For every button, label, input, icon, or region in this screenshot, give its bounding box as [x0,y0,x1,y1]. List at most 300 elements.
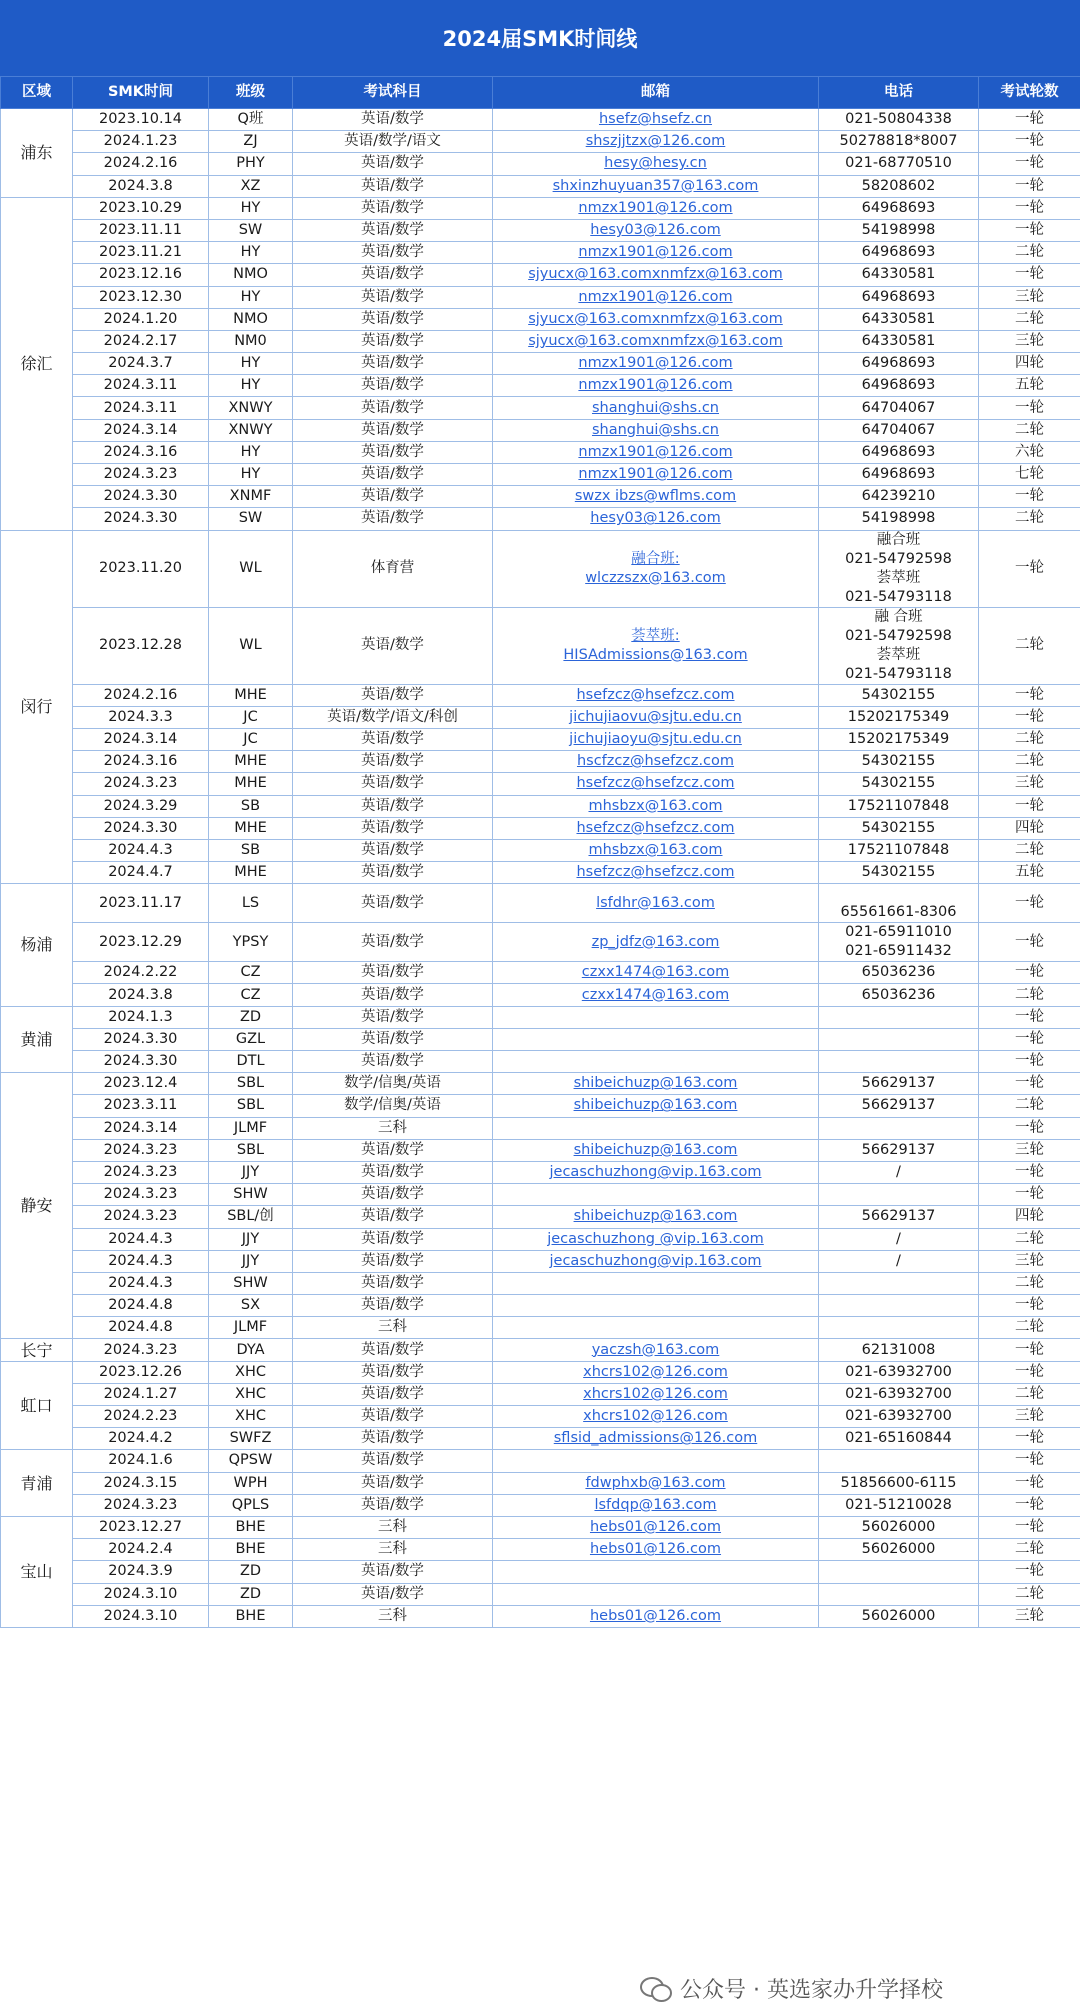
phone-line: / [896,1252,901,1269]
smk-date-cell: 2023.12.27 [73,1516,209,1538]
phone-line: 54302155 [861,686,936,703]
class-cell: BHE [209,1516,293,1538]
table-row [1,706,1080,728]
table-row [1,862,1080,884]
round-cell: 四轮 [979,353,1080,375]
email-link[interactable]: xhcrs102@126.com [583,1385,728,1402]
round-cell: 四轮 [979,817,1080,839]
phone-line: 56026000 [861,1541,936,1558]
email-link[interactable]: shxinzhuyuan357@163.com [552,177,759,194]
email-cell [493,1272,819,1294]
email-cell [493,1450,819,1472]
email-cell [493,1117,819,1139]
email-cell[interactable] [493,486,819,508]
class-cell: YPSY [209,923,293,962]
phone-line: 021-63932700 [845,1385,952,1402]
class-cell: MHE [209,773,293,795]
table-row [1,175,1080,197]
email-cell[interactable] [493,109,819,131]
phone-cell [819,441,979,463]
round-cell: 二轮 [979,1583,1080,1605]
subjects-cell: 英语/数学 [293,1250,493,1272]
email-link[interactable]: yaczsh@163.com [591,1341,720,1358]
smk-date-cell: 2024.2.17 [73,330,209,352]
header-class: 班级 [209,77,293,109]
wechat-account-text: 公众号 · 英选家办升学择校 [680,1977,943,2003]
email-link[interactable]: nmzx1901@126.com [578,244,733,261]
smk-date-cell: 2023.12.29 [73,923,209,962]
email-cell[interactable] [493,1472,819,1494]
phone-cell [819,1494,979,1516]
page-title: 2024届SMK时间线 [0,0,1080,76]
email-cell[interactable] [493,1228,819,1250]
subjects-cell: 英语/数学 [293,1472,493,1494]
smk-date-cell: 2023.11.17 [73,884,209,923]
email-cell[interactable] [493,286,819,308]
phone-cell [819,1272,979,1294]
subjects-cell: 英语/数学 [293,153,493,175]
email-cell [493,1317,819,1339]
smk-date-cell: 2024.3.14 [73,1117,209,1139]
email-cell[interactable] [493,795,819,817]
subjects-cell: 英语/数学/语文/科创 [293,706,493,728]
email-link[interactable]: mhsbzx@163.com [588,797,723,814]
subjects-cell: 英语/数学 [293,508,493,530]
email-link[interactable]: hebs01@126.com [589,1519,722,1536]
subjects-cell: 英语/数学 [293,607,493,684]
class-cell: PHY [209,153,293,175]
email-cell[interactable] [493,219,819,241]
round-cell: 一轮 [979,530,1080,607]
email-cell[interactable] [493,839,819,861]
email-link[interactable]: nmzx1901@126.com [578,377,733,394]
email-cell[interactable] [493,397,819,419]
smk-date-cell: 2024.4.8 [73,1295,209,1317]
smk-date-cell: 2024.3.29 [73,795,209,817]
subjects-cell: 英语/数学/语文 [293,131,493,153]
email-cell[interactable] [493,728,819,750]
phone-cell [819,242,979,264]
email-cell[interactable] [493,353,819,375]
smk-date-cell: 2024.3.9 [73,1561,209,1583]
email-link[interactable]: hebs01@126.com [589,1607,722,1624]
phone-line: 64330581 [861,266,936,283]
email-link[interactable]: hsefz@hsefz.cn [598,111,713,128]
smk-date-cell: 2024.4.3 [73,1228,209,1250]
email-link[interactable]: shibeichuzp@163.com [573,1141,738,1158]
class-cell: DYA [209,1339,293,1361]
email-cell[interactable] [493,984,819,1006]
table-row [1,1428,1080,1450]
phone-line: 58208602 [861,177,936,194]
email-cell[interactable] [493,530,819,607]
email-cell[interactable] [493,862,819,884]
email-cell[interactable] [493,706,819,728]
email-link[interactable]: shszjjtzx@126.com [585,133,726,150]
phone-line: 021-65911010 [845,924,952,941]
subjects-cell: 英语/数学 [293,1006,493,1028]
round-cell: 一轮 [979,219,1080,241]
email-link[interactable]: fdwphxb@163.com [585,1474,726,1491]
subjects-cell: 数学/信奥/英语 [293,1095,493,1117]
email-link[interactable]: nmzx1901@126.com [578,443,733,460]
email-cell[interactable] [493,1428,819,1450]
round-cell: 二轮 [979,419,1080,441]
table-row [1,419,1080,441]
smk-date-cell: 2024.3.23 [73,1139,209,1161]
email-link[interactable]: lsfdqp@163.com [594,1496,717,1513]
email-cell[interactable] [493,197,819,219]
email-link[interactable]: zp_jdfz@163.com [591,933,720,950]
email-cell[interactable] [493,607,819,684]
class-cell: HY [209,197,293,219]
email-cell[interactable] [493,264,819,286]
phone-line: 64704067 [861,421,936,438]
subjects-cell: 三科 [293,1605,493,1627]
phone-line: 65036236 [861,964,936,981]
phone-line: 021-68770510 [845,155,952,172]
subjects-cell: 英语/数学 [293,684,493,706]
smk-date-cell: 2024.3.16 [73,751,209,773]
round-cell: 一轮 [979,706,1080,728]
phone-cell [819,508,979,530]
round-cell: 三轮 [979,1406,1080,1428]
table-row [1,1605,1080,1627]
email-cell[interactable] [493,684,819,706]
smk-date-cell: 2024.4.3 [73,1250,209,1272]
round-cell: 二轮 [979,1228,1080,1250]
table-row [1,397,1080,419]
region-cell: 黄浦 [1,1006,73,1073]
region-cell: 闵行 [1,530,73,884]
email-cell[interactable] [493,884,819,923]
email-cell[interactable] [493,1516,819,1538]
round-cell: 二轮 [979,308,1080,330]
email-link[interactable]: hscfzcz@hsefzcz.com [576,753,735,770]
email-cell[interactable] [493,1539,819,1561]
email-link[interactable]: shibeichuzp@163.com [573,1208,738,1225]
email-link[interactable]: hesy03@126.com [590,222,721,239]
class-cell: JLMF [209,1317,293,1339]
phone-line: 021-51210028 [845,1496,952,1513]
email-link[interactable]: xhcrs102@126.com [583,1363,728,1380]
round-cell: 五轮 [979,375,1080,397]
header-email: 邮箱 [493,77,819,109]
email-link[interactable]: hsefzcz@hsefzcz.com [576,775,735,792]
email-link[interactable]: czxx1474@163.com [581,964,730,981]
email-link[interactable]: shanghui@shs.cn [591,399,719,416]
email-link[interactable]: nmzx1901@126.com [578,355,733,372]
email-link[interactable]: nmzx1901@126.com [578,466,733,483]
table-body [1,109,1080,1628]
phone-line: 64704067 [861,399,936,416]
smk-date-cell: 2023.11.21 [73,242,209,264]
smk-date-cell: 2024.3.11 [73,375,209,397]
email-cell[interactable] [493,330,819,352]
smk-date-cell: 2024.4.8 [73,1317,209,1339]
email-link[interactable]: hsefzcz@hsefzcz.com [576,864,735,881]
phone-line [819,884,978,903]
table-row [1,1383,1080,1405]
class-cell: MHE [209,817,293,839]
email-cell[interactable] [493,817,819,839]
table-row [1,109,1080,131]
smk-date-cell: 2024.3.23 [73,1206,209,1228]
phone-cell [819,1006,979,1028]
phone-cell [819,1250,979,1272]
subjects-cell: 英语/数学 [293,1206,493,1228]
email-cell[interactable] [493,773,819,795]
email-link[interactable]: jecaschuzhong @vip.163.com [547,1230,764,1247]
phone-cell [819,862,979,884]
table-row [1,441,1080,463]
email-link[interactable]: jichujiaovu@sjtu.edu.cn [569,708,742,725]
smk-date-cell: 2024.1.6 [73,1450,209,1472]
phone-line: 17521107848 [847,797,950,814]
header-subjects: 考试科目 [293,77,493,109]
table-row [1,839,1080,861]
table-row [1,773,1080,795]
smk-date-cell: 2023.12.28 [73,607,209,684]
phone-line: 021-54792598 [845,550,952,567]
smk-date-cell: 2024.4.7 [73,862,209,884]
smk-date-cell: 2024.3.23 [73,1161,209,1183]
email-link[interactable]: hebs01@126.com [589,1541,722,1558]
subjects-cell: 英语/数学 [293,264,493,286]
round-cell: 二轮 [979,1095,1080,1117]
email-cell[interactable] [493,923,819,962]
phone-cell [819,1383,979,1405]
round-cell: 二轮 [979,1272,1080,1294]
subjects-cell: 三科 [293,1117,493,1139]
smk-date-cell: 2024.1.20 [73,308,209,330]
round-cell: 二轮 [979,1539,1080,1561]
region-cell: 长宁 [1,1339,73,1361]
email-link[interactable]: shanghui@shs.cn [591,421,719,438]
round-cell: 二轮 [979,1317,1080,1339]
email-link[interactable]: 荟萃班: [631,627,680,644]
table-row [1,1139,1080,1161]
subjects-cell: 三科 [293,1516,493,1538]
phone-line: 50278818*8007 [839,133,958,150]
class-cell: JJY [209,1228,293,1250]
subjects-cell: 英语/数学 [293,242,493,264]
class-cell: NMO [209,264,293,286]
phone-line: 021-54793118 [845,588,952,605]
email-cell[interactable] [493,131,819,153]
region-cell: 静安 [1,1073,73,1339]
email-link[interactable]: jecaschuzhong@vip.163.com [549,1164,762,1181]
subjects-cell: 英语/数学 [293,923,493,962]
email-cell[interactable] [493,1206,819,1228]
phone-line: 021-54793118 [845,665,952,682]
email-link[interactable]: czxx1474@163.com [581,986,730,1003]
email-link[interactable]: shibeichuzp@163.com [573,1075,738,1092]
table-row [1,375,1080,397]
phone-cell [819,1605,979,1627]
class-cell: HY [209,286,293,308]
subjects-cell: 英语/数学 [293,773,493,795]
round-cell: 一轮 [979,884,1080,923]
phone-line: 56629137 [861,1208,936,1225]
email-cell[interactable] [493,441,819,463]
table-row [1,1317,1080,1339]
email-link[interactable]: sjyucx@163.comxnmfzx@163.com [528,266,783,283]
class-cell: ZD [209,1006,293,1028]
email-link[interactable]: sflsid_admissions@126.com [553,1430,758,1447]
email-link[interactable]: wlczzszx@163.com [585,569,726,586]
class-cell: ZD [209,1583,293,1605]
table-row [1,1117,1080,1139]
email-link[interactable]: hsefzcz@hsefzcz.com [576,686,735,703]
smk-date-cell: 2023.12.26 [73,1361,209,1383]
smk-date-cell: 2024.3.3 [73,706,209,728]
round-cell: 一轮 [979,109,1080,131]
subjects-cell: 英语/数学 [293,1295,493,1317]
class-cell: HY [209,242,293,264]
email-cell[interactable] [493,1250,819,1272]
subjects-cell: 英语/数学 [293,984,493,1006]
class-cell: SBL/创 [209,1206,293,1228]
class-cell: XNWY [209,397,293,419]
round-cell: 三轮 [979,773,1080,795]
phone-line: 021-63932700 [845,1363,952,1380]
phone-line: 荟萃班 [876,569,921,586]
email-link[interactable]: jecaschuzhong@vip.163.com [549,1252,762,1269]
phone-line: 64968693 [861,244,936,261]
email-cell[interactable] [493,962,819,984]
smk-date-cell: 2023.12.30 [73,286,209,308]
phone-cell [819,706,979,728]
email-cell[interactable] [493,1361,819,1383]
phone-cell [819,286,979,308]
email-cell[interactable] [493,1605,819,1627]
email-link[interactable]: jichujiaoyu@sjtu.edu.cn [569,731,742,748]
email-cell[interactable] [493,1494,819,1516]
subjects-cell: 英语/数学 [293,1228,493,1250]
round-cell: 三轮 [979,1139,1080,1161]
email-link[interactable]: xhcrs102@126.com [583,1408,728,1425]
email-cell[interactable] [493,1095,819,1117]
subjects-cell: 英语/数学 [293,1051,493,1073]
email-cell[interactable] [493,464,819,486]
email-link[interactable]: lsfdhr@163.com [596,894,715,911]
phone-cell [819,1339,979,1361]
phone-cell [819,330,979,352]
class-cell: JLMF [209,1117,293,1139]
subjects-cell: 英语/数学 [293,397,493,419]
email-cell[interactable] [493,1383,819,1405]
email-cell[interactable] [493,375,819,397]
round-cell: 一轮 [979,1494,1080,1516]
email-link[interactable]: shibeichuzp@163.com [573,1097,738,1114]
email-cell[interactable] [493,1339,819,1361]
email-link[interactable]: nmzx1901@126.com [578,199,733,216]
email-link[interactable]: swzx ibzs@wflms.com [574,488,737,505]
email-link[interactable]: sjyucx@163.comxnmfzx@163.com [528,332,783,349]
phone-cell [819,486,979,508]
phone-line: 荟萃班 [876,646,921,663]
header-smk-date: SMK时间 [73,77,209,109]
header-region: 区域 [1,77,73,109]
table-row [1,242,1080,264]
phone-line: 64968693 [861,466,936,483]
email-link[interactable]: 融合班: [631,550,680,567]
phone-cell [819,175,979,197]
email-link[interactable]: hesy03@126.com [590,510,721,527]
class-cell: HY [209,375,293,397]
round-cell: 一轮 [979,1361,1080,1383]
round-cell: 一轮 [979,1184,1080,1206]
email-cell[interactable] [493,419,819,441]
email-link[interactable]: HISAdmissions@163.com [563,646,748,663]
subjects-cell: 英语/数学 [293,1028,493,1050]
subjects-cell: 英语/数学 [293,795,493,817]
email-cell[interactable] [493,751,819,773]
subjects-cell: 英语/数学 [293,1583,493,1605]
email-link[interactable]: nmzx1901@126.com [578,288,733,305]
table-row [1,1184,1080,1206]
round-cell: 一轮 [979,1073,1080,1095]
email-cell[interactable] [493,508,819,530]
table-row [1,1006,1080,1028]
round-cell: 二轮 [979,984,1080,1006]
smk-date-cell: 2024.3.23 [73,464,209,486]
email-link[interactable]: hesy@hesy.cn [604,155,707,172]
table-row [1,1516,1080,1538]
email-cell[interactable] [493,153,819,175]
phone-cell [819,1028,979,1050]
table-row [1,330,1080,352]
subjects-cell: 英语/数学 [293,839,493,861]
email-cell[interactable] [493,1406,819,1428]
smk-date-cell: 2023.11.11 [73,219,209,241]
class-cell: SHW [209,1272,293,1294]
round-cell: 二轮 [979,607,1080,684]
email-cell[interactable] [493,1073,819,1095]
phone-cell [819,1095,979,1117]
phone-line: 17521107848 [847,841,950,858]
class-cell: SX [209,1295,293,1317]
email-link[interactable]: hsefzcz@hsefzcz.com [576,819,735,836]
email-link[interactable]: mhsbzx@163.com [588,841,723,858]
table-header-row [1,77,1080,109]
phone-line: 021-50804338 [845,111,952,128]
phone-line: 56629137 [861,1075,936,1092]
email-cell[interactable] [493,1139,819,1161]
email-link[interactable]: sjyucx@163.comxnmfzx@163.com [528,310,783,327]
email-cell [493,1561,819,1583]
table-row [1,1494,1080,1516]
table-row [1,264,1080,286]
region-cell: 宝山 [1,1516,73,1627]
email-cell[interactable] [493,308,819,330]
table-row [1,751,1080,773]
smk-date-cell: 2024.1.27 [73,1383,209,1405]
class-cell: SBL [209,1073,293,1095]
subjects-cell: 英语/数学 [293,1161,493,1183]
table-row [1,1339,1080,1361]
subjects-cell: 英语/数学 [293,962,493,984]
phone-cell [819,1073,979,1095]
smk-date-cell: 2024.3.16 [73,441,209,463]
email-cell[interactable] [493,242,819,264]
smk-date-cell: 2024.4.3 [73,839,209,861]
class-cell: SW [209,508,293,530]
email-cell[interactable] [493,1161,819,1183]
email-cell[interactable] [493,175,819,197]
class-cell: MHE [209,684,293,706]
